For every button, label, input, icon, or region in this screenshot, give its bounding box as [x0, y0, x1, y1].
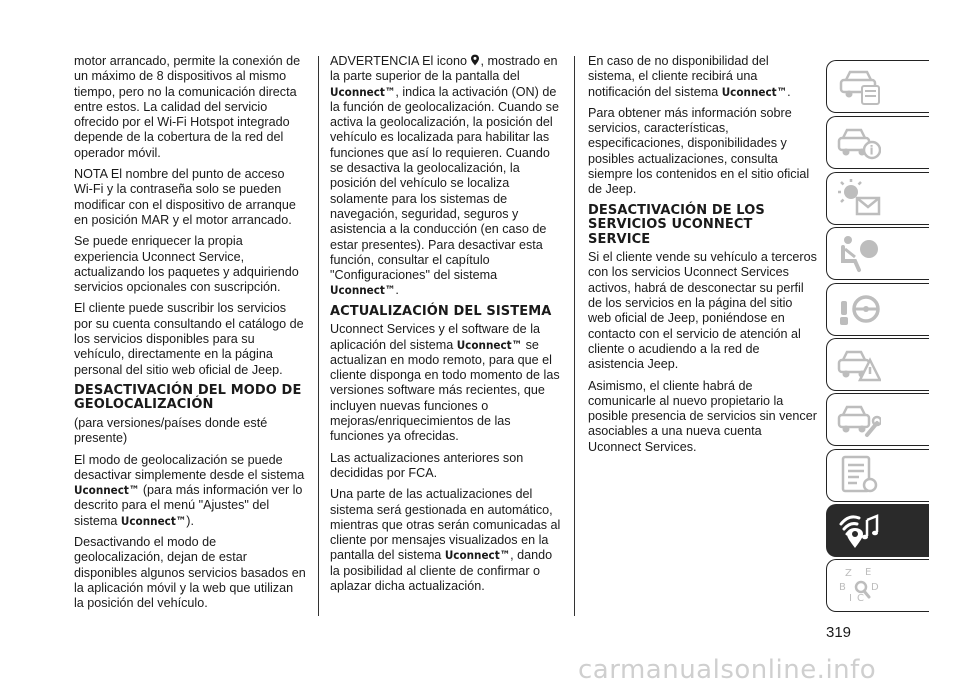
- tab-index[interactable]: [826, 559, 929, 612]
- steering-wheel-icon: [837, 289, 881, 329]
- section-heading: DESACTIVACIÓN DE LOS SERVICIOS UCONNECT SERVICE: [588, 202, 765, 247]
- column-divider: [574, 56, 575, 616]
- paragraph: Asimismo, el cliente habrá de comunicarle al nuevo propietario la posible presencia de servicios sin vencer asociables a una nueva cuenta Uconnect Services.: [588, 378, 817, 454]
- paragraph: motor arrancado, permite la conexión de un máximo de 8 dispositivos al mismo tiempo, pero no la comunicación directa entre estos. La calidad del servicio ofrecido por el Wi-Fi Hotspot integrado depende de la cobertura de la red del operador móvil.: [74, 54, 301, 160]
- car-warning-icon: [837, 344, 881, 384]
- paragraph: Uconnect Services y el software de la aplicación del sistema Uconnect™ se actualizan en modo remoto, para que el cliente disponga en todo momento de las versiones software más recientes, que incluyen nuevas funciones o mejoras/enriquecimientos de las funciones ya ofrecidas.: [330, 322, 560, 444]
- svg-text:i: i: [869, 143, 874, 158]
- tab-driving[interactable]: [826, 283, 929, 336]
- note-paragraph: NOTA El nombre del punto de acceso Wi-Fi y la contraseña solo se pueden modificar con el dispositivo de arranque en posición MAR y el motor arrancado.: [74, 167, 296, 227]
- paragraph: Una parte de las actualizaciones del sistema será gestionada en automático, mientras que otras serán comunicadas al cliente por mensajes visualizados en la pantalla del sistema Uconnect™, dando la posibilidad al cliente de confirmar o aplazar dicha actualización.: [330, 487, 561, 593]
- brand-name: Uconnect™: [721, 84, 788, 99]
- paragraph: Desactivando el modo de geolocalización, dejan de estar disponibles algunos servicios basados en la aplicación móvil y la web que utilizan la posición del vehículo.: [74, 535, 306, 611]
- watermark: carmanualsonline.info: [578, 655, 877, 685]
- section-heading: ACTUALIZACIÓN DEL SISTEMA: [330, 303, 552, 319]
- paragraph: En caso de no disponibilidad del sistema, el cliente recibirá una notificación del sistema Uconnect™.: [588, 54, 791, 99]
- brand-name: Uconnect™: [330, 84, 396, 99]
- svg-text:B: B: [839, 582, 846, 593]
- index-icon: [837, 565, 881, 605]
- paragraph: Las actualizaciones anteriores son decididas por FCA.: [330, 450, 524, 480]
- tab-safety[interactable]: [826, 227, 929, 280]
- location-pin-icon: [470, 54, 480, 66]
- tab-maintenance[interactable]: [826, 393, 929, 446]
- airbag-seat-icon: [837, 233, 881, 273]
- technical-data-icon: [837, 455, 881, 495]
- svg-text:Z: Z: [845, 568, 852, 579]
- column-3: [588, 54, 818, 461]
- column-divider: [318, 56, 319, 616]
- svg-text:C: C: [857, 593, 864, 604]
- warning-paragraph: ADVERTENCIA El icono , mostrado en la parte superior de la pantalla del Uconnect™, indica la activación (ON) de la función de geolocalización. Cuando se activa la geolocalización, la posición del vehículo es localizada para habilitar las funciones que así lo requieren. Cuando se desactiva la geolocalización, la posición del vehículo se localiza solamente para los sistemas de navegación, seguridad, seguros y asistencia a la conducción (en caso de estar presentes). Para desactivar esta función, consultar el capítulo "Configuraciones" del sistema Uconnect™.: [330, 54, 559, 298]
- tab-technical-data[interactable]: [826, 449, 929, 502]
- tab-car-info[interactable]: [826, 116, 929, 169]
- brand-name: Uconnect™: [120, 513, 187, 528]
- brand-name: Uconnect™: [330, 283, 396, 298]
- light-envelope-icon: [837, 178, 881, 218]
- tab-lights[interactable]: [826, 172, 929, 225]
- paragraph: Se puede enriquecer la propia experiencia Uconnect Service, actualizando los paquetes y adquiriendo servicios opcionales con suscripción.: [74, 234, 299, 295]
- car-dashboard-icon: [837, 66, 881, 106]
- car-service-icon: [837, 399, 881, 439]
- brand-name: Uconnect™: [444, 548, 511, 563]
- svg-text:I: I: [849, 593, 852, 604]
- car-info-icon: [837, 122, 881, 162]
- paragraph: El cliente puede suscribir los servicios por su cuenta consultando el catálogo de los servicios disponibles para su vehículo, directamente en la página personal del sitio web oficial de Jeep.: [74, 301, 304, 377]
- svg-text:D: D: [871, 582, 879, 593]
- page-number: 319: [826, 624, 852, 641]
- paragraph: El modo de geolocalización se puede desactivar simplemente desde el sistema Uconnect™ (para más información ver lo descrito para el menú "Ajustes" del sistema Uconnect™).: [74, 452, 305, 528]
- tab-multimedia[interactable]: [826, 504, 929, 557]
- paragraph: Si el cliente vende su vehículo a terceros con los servicios Uconnect Services activos, habrá de desconectar su perfil de los servicios en la página del sitio web oficial de Jeep, poniéndose en contacto con el servicio de atención al cliente o acudiendo a la red de asistencia Jeep.: [588, 250, 817, 372]
- svg-text:E: E: [865, 567, 872, 578]
- brand-name: Uconnect™: [74, 483, 140, 498]
- tab-emergency[interactable]: [826, 338, 929, 391]
- multimedia-icon: [837, 510, 881, 550]
- section-heading: DESACTIVACIÓN DEL MODO DE GEOLOCALIZACIÓN: [74, 382, 302, 413]
- brand-name: Uconnect™: [456, 337, 523, 352]
- column-2: [330, 54, 562, 600]
- column-1: [74, 54, 306, 618]
- tab-dashboard[interactable]: [826, 60, 929, 113]
- paragraph: (para versiones/países donde esté presente): [74, 415, 268, 446]
- paragraph: Para obtener más información sobre servicios, características, especificaciones, disponibilidades y posibles actualizaciones, consulta siempre los contenidos en el sitio oficial de Jeep.: [588, 105, 810, 197]
